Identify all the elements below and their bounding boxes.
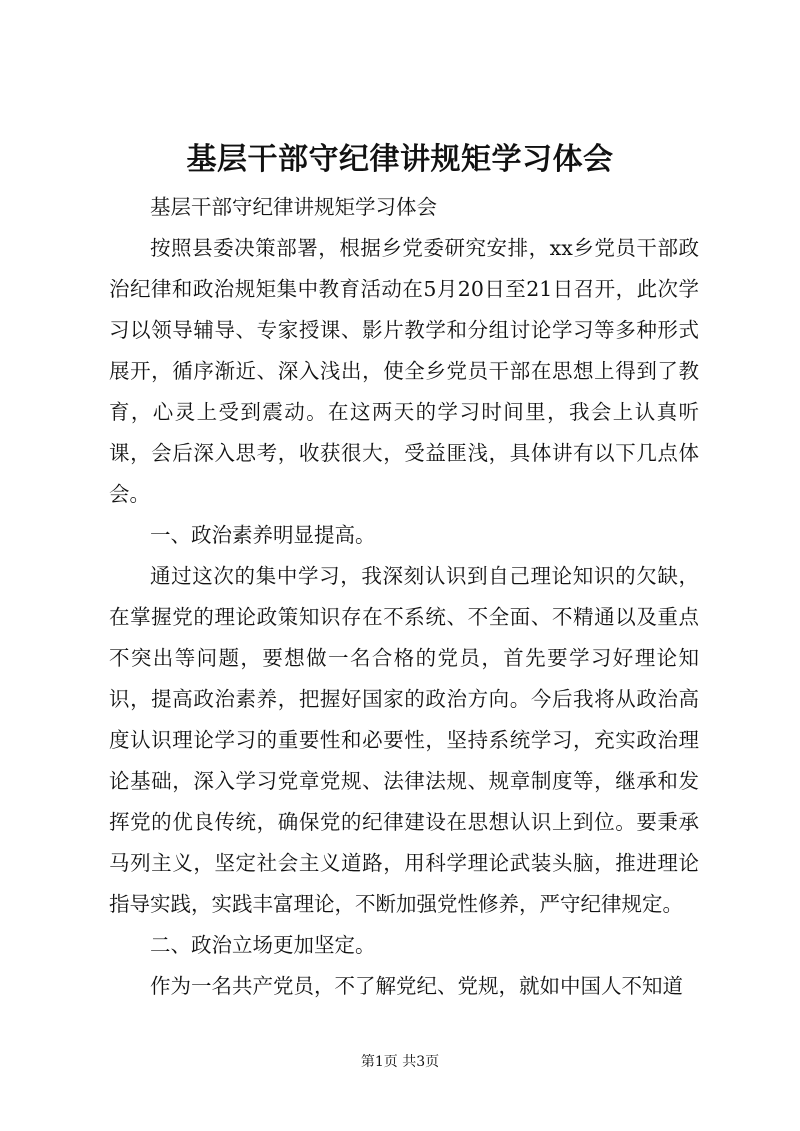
paragraph-section-1: 通过这次的集中学习，我深刻认识到自己理论知识的欠缺，在掌握党的理论政策知识存在不系统、不全面、不精通以及重点不突出等问题，要想做一名合格的党员，首先要学习好理论知识，提高政治素养，把握好国家的政治方向。今后我将从政治高度认识理论学习的重要性和必要性，坚持系统学习，充实政治理论基础，深入学习党章党规、法律法规、规章制度等，继承和发挥党的优良传统，确保党的纪律建设在思想认识上到位。要秉承马列主义，坚定社会主义道路，用科学理论武装头脑，推进理论指导实践，实践丰富理论，不断加强党性修养，严守纪律规定。 [109, 564, 699, 916]
document-body [109, 187, 699, 1007]
paragraph-intro: 按照县委决策部署，根据乡党委研究安排，xx乡党员干部政治纪律和政治规矩集中教育活动在5月20日至21日召开，此次学习以领导辅导、专家授课、影片教学和分组讨论学习等多种形式展开，循序渐近、深入浅出，使全乡党员干部在思想上得到了教育，心灵上受到震动。在这两天的学习时间里，我会上认真听课，会后深入思考，收获很大，受益匪浅，具体讲有以下几点体会。 [109, 236, 699, 506]
section-heading-2: 二、政治立场更加坚定。 [150, 933, 376, 957]
section-heading-1: 一、政治素养明显提高。 [150, 523, 376, 547]
document-title: 基层干部守纪律讲规矩学习体会 [186, 142, 614, 177]
paragraph-section-2: 作为一名共产党员，不了解党纪、党规，就如中国人不知道 [150, 974, 683, 998]
paragraph-subtitle: 基层干部守纪律讲规矩学习体会 [150, 195, 437, 219]
page-footer: 第1页 共3页 [360, 1054, 440, 1070]
